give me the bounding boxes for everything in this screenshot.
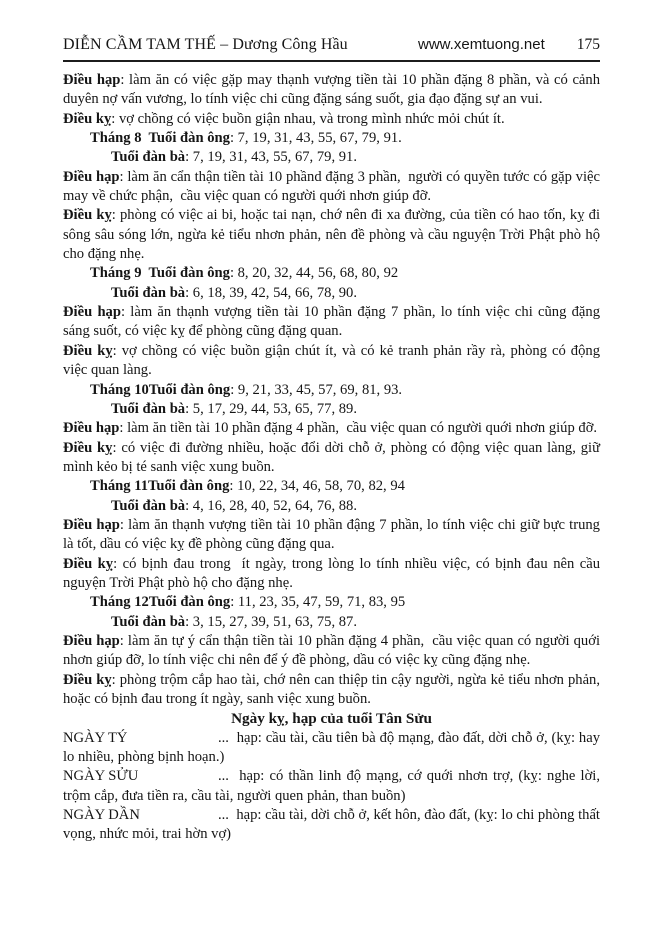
entry-paragraph (63, 555, 604, 594)
entry-paragraph (63, 168, 604, 207)
entry-label: Điều kỵ (63, 439, 113, 456)
header-right (418, 36, 600, 54)
entry-label: Điều hạp (63, 632, 120, 649)
entry-paragraph (63, 303, 604, 342)
month-text: : 7, 19, 31, 43, 55, 67, 79, 91. (229, 130, 402, 147)
female-label: Tuổi đàn bà (111, 149, 186, 166)
entry-text: : vợ chồng có việc buồn giận chút ít, và có kẻ tranh phản rầy rà, phòng có động việc quan làng. (63, 342, 604, 379)
female-ages-line (63, 497, 600, 516)
entry-text: : làm ăn có việc gặp may thạnh vượng tiền tài 10 phần đặng 8 phần, và có cảnh duyên nợ vấn vương, lo tính việc chi cũng đặng sáng suốt, gia đạo đặng sự an vui. (63, 72, 604, 108)
entry-text: : làm ăn thạnh vượng tiền tài 10 phần đặng 7 phần, lo tính việc chi cũng đặng sáng suốt, có việc kỵ để phòng cũng đặng quan. (63, 304, 604, 340)
entry-paragraph (63, 439, 604, 478)
day-label: NGÀY TÝ (63, 729, 128, 746)
entry-label: Điều hạp (63, 420, 120, 437)
female-label: Tuổi đàn bà (111, 497, 186, 514)
female-label: Tuổi đàn bà (111, 284, 186, 301)
entry-paragraph (63, 342, 604, 381)
female-ages-line (63, 148, 600, 167)
day-label: NGÀY SỬU (63, 768, 139, 785)
female-label: Tuổi đàn bà (111, 400, 186, 417)
month-label: Tháng 10Tuổi đàn ông (90, 381, 231, 398)
book-title: DIỄN CẦM TAM THẾ – Dương Công Hầu (63, 36, 348, 53)
entry-text: : phòng có việc ai bi, hoặc tai nạn, chớ nên đi xa đường, của tiền có hao tốn, kỵ đi sông sâu sóng lớn, ngừa kẻ tiểu nhơn phản, nên đề phòng và cầu nguyện Trời Phật phò hộ cho đặng nhẹ. (63, 207, 604, 263)
entry-paragraph (63, 71, 604, 110)
entry-label: Điều kỵ (63, 207, 112, 224)
section-heading-text: Ngày kỵ, hạp của tuổi Tân Sửu (231, 710, 432, 728)
day-line (63, 767, 604, 806)
entry-paragraph (63, 110, 600, 129)
female-text: : 3, 15, 27, 39, 51, 63, 75, 87. (185, 613, 357, 630)
female-label: Tuổi đàn bà (111, 613, 186, 630)
day-text: ... hạp: cầu tài, dời chỗ ở, kết hôn, đào đất, (kỵ: lo chi phòng thất vọng, nhức mỏi, trai hờn vợ) (63, 807, 604, 843)
page-header (63, 36, 600, 54)
entry-text: : vợ chồng có việc buồn giận nhau, và trong mình nhức mỏi chút ít. (111, 110, 505, 127)
header-divider (63, 60, 600, 62)
entry-text: : phòng trộm cắp hao tài, chớ nên can thiệp tin cậy người, ngừa kẻ tiểu nhơn phản, hoặc có bịnh đau trong ít ngày, sanh việc xung buồn. (63, 671, 604, 707)
female-text: : 6, 18, 39, 42, 54, 66, 78, 90. (185, 284, 357, 301)
entry-label: Điều hạp (63, 516, 120, 533)
female-ages-line (63, 400, 600, 419)
entry-text: : làm ăn cẩn thận tiền tài 10 phầnd đặng 3 phần, người có quyền tước có gặp việc may về chức phận, cầu việc quan có người quới nhơn giúp đỡ. (63, 168, 604, 205)
month-text: : 9, 21, 33, 45, 57, 69, 81, 93. (230, 381, 403, 398)
entry-text: : có việc đi đường nhiều, hoặc đổi dời chỗ ở, phòng có động việc quan làng, giữ mình kẻo bị té sanh việc xung buồn. (63, 439, 604, 475)
entry-paragraph (63, 671, 604, 710)
female-ages-line (63, 284, 600, 303)
entry-label: Điều hạp (63, 168, 120, 185)
website-url: www.xemtuong.net (418, 36, 545, 53)
month-ages-line (63, 381, 600, 400)
entry-text: : làm ăn tự ý cẩn thận tiền tài 10 phần đặng 4 phần, cầu việc quan có người quới nhơn giúp đỡ, lo tính việc chi nên để ý đề phòng, dầu có việc kỵ cũng đặng nhẹ. (63, 632, 604, 669)
month-text: : 8, 20, 32, 44, 56, 68, 80, 92 (229, 265, 399, 282)
entry-label: Điều kỵ (63, 671, 112, 688)
entry-paragraph (63, 632, 604, 671)
entry-text: : làm ăn thạnh vượng tiền tài 10 phần đậng 7 phần, lo tính việc chi giữ bực trung là tốt, dầu có việc kỵ đề phòng cũng đặng qua. (63, 516, 604, 553)
female-ages-line (63, 613, 600, 632)
month-label: Tháng 11Tuổi đàn ông (90, 478, 230, 495)
day-line (63, 806, 604, 845)
female-text: : 7, 19, 31, 43, 55, 67, 79, 91. (185, 149, 357, 166)
entry-paragraph (63, 206, 604, 264)
month-ages-line (63, 477, 600, 496)
month-text: : 10, 22, 34, 46, 58, 70, 82, 94 (229, 478, 405, 495)
page-body (63, 71, 604, 845)
entry-paragraph (63, 419, 600, 438)
month-label: Tháng 9 Tuổi đàn ông (90, 265, 230, 282)
entry-label: Điều kỵ (63, 342, 113, 359)
month-label: Tháng 12Tuổi đàn ông (90, 594, 231, 611)
day-label: NGÀY DẦN (63, 807, 140, 824)
entry-label: Điều kỵ (63, 555, 114, 572)
month-label: Tháng 8 Tuổi đàn ông (90, 130, 230, 147)
month-ages-line (63, 593, 600, 612)
entry-label: Điều hạp (63, 72, 121, 88)
entry-paragraph (63, 516, 604, 555)
entry-text: : có bịnh đau trong ít ngày, trong lòng lo tính nhiều việc, có bịnh đau nên cầu nguyện Trời Phật phò hộ cho đặng nhẹ. (63, 555, 604, 591)
month-text: : 11, 23, 35, 47, 59, 71, 83, 95 (230, 594, 406, 611)
entry-text: : làm ăn tiền tài 10 phần đặng 4 phần, cầu việc quan có người quới nhơn giúp đỡ. (119, 420, 598, 437)
page-number: 175 (576, 36, 600, 53)
day-text: ... hạp: cầu tài, cầu tiên bà độ mạng, đào đất, dời chỗ ở, (kỵ: hay lo nhiều, phòng bịnh hoạn.) (63, 729, 604, 766)
month-ages-line (63, 264, 600, 283)
female-text: : 4, 16, 28, 40, 52, 64, 76, 88. (185, 497, 357, 514)
female-text: : 5, 17, 29, 44, 53, 65, 77, 89. (185, 400, 357, 417)
section-heading (63, 709, 600, 728)
entry-label: Điều hạp (63, 304, 121, 321)
month-ages-line (63, 129, 600, 148)
day-line (63, 729, 604, 768)
entry-label: Điều kỵ (63, 110, 112, 127)
day-text: ... hạp: có thần linh độ mạng, cớ quới nhơn trợ, (kỵ: nghe lời, trộm cắp, đưa tiền ra, cầu tài, người quen phản, than buồn) (63, 768, 604, 804)
